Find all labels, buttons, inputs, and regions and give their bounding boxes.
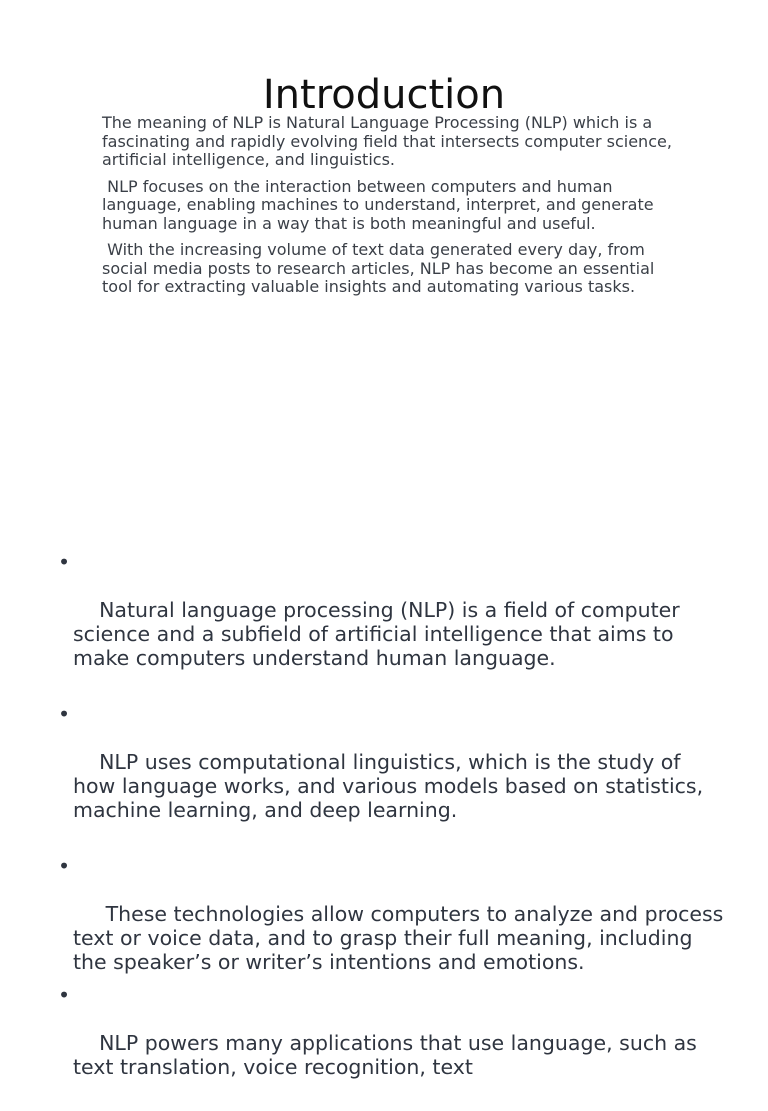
- bullet-list: [58, 550, 728, 1006]
- bullet-dot-icon: •: [58, 550, 71, 574]
- bullet-item: [58, 702, 728, 846]
- intro-text-block: [102, 114, 677, 305]
- bullet-item: [58, 983, 728, 1103]
- intro-paragraph: The meaning of NLP is Natural Language Processing (NLP) which is a fascinating and rapidly evolving field that intersects computer science, artificial intelligence, and linguistics.: [102, 113, 678, 169]
- intro-paragraph: NLP focuses on the interaction between computers and human language, enabling machines to understand, interpret, and generate human language in a way that is both meaningful and useful.: [102, 176, 659, 233]
- bullet-text: NLP powers many applications that use language, such as text translation, voice recognition, text: [73, 1031, 704, 1079]
- bullet-list: [58, 983, 728, 1111]
- bullet-item: [58, 550, 728, 694]
- bullet-dot-icon: •: [58, 702, 71, 726]
- bullet-dot-icon: •: [58, 854, 71, 878]
- slide-title: Introduction: [262, 72, 506, 118]
- bullet-text: Natural language processing (NLP) is a field of computer science and a subfield of artificial intelligence that aims to make computers understand human language.: [73, 598, 687, 670]
- bullet-text: These technologies allow computers to analyze and process text or voice data, and to grasp their full meaning, including the speaker’s or writer’s intentions and emotions.: [73, 902, 730, 974]
- bullet-text: NLP uses computational linguistics, which is the study of how language works, and various models based on statistics, machine learning, and deep learning.: [73, 750, 710, 822]
- bullet-dot-icon: •: [58, 983, 71, 1007]
- bullet-item: [58, 854, 728, 998]
- intro-paragraph: With the increasing volume of text data generated every day, from social media posts to research articles, NLP has become an essential tool for extracting valuable insights and automating various tasks.: [102, 240, 660, 296]
